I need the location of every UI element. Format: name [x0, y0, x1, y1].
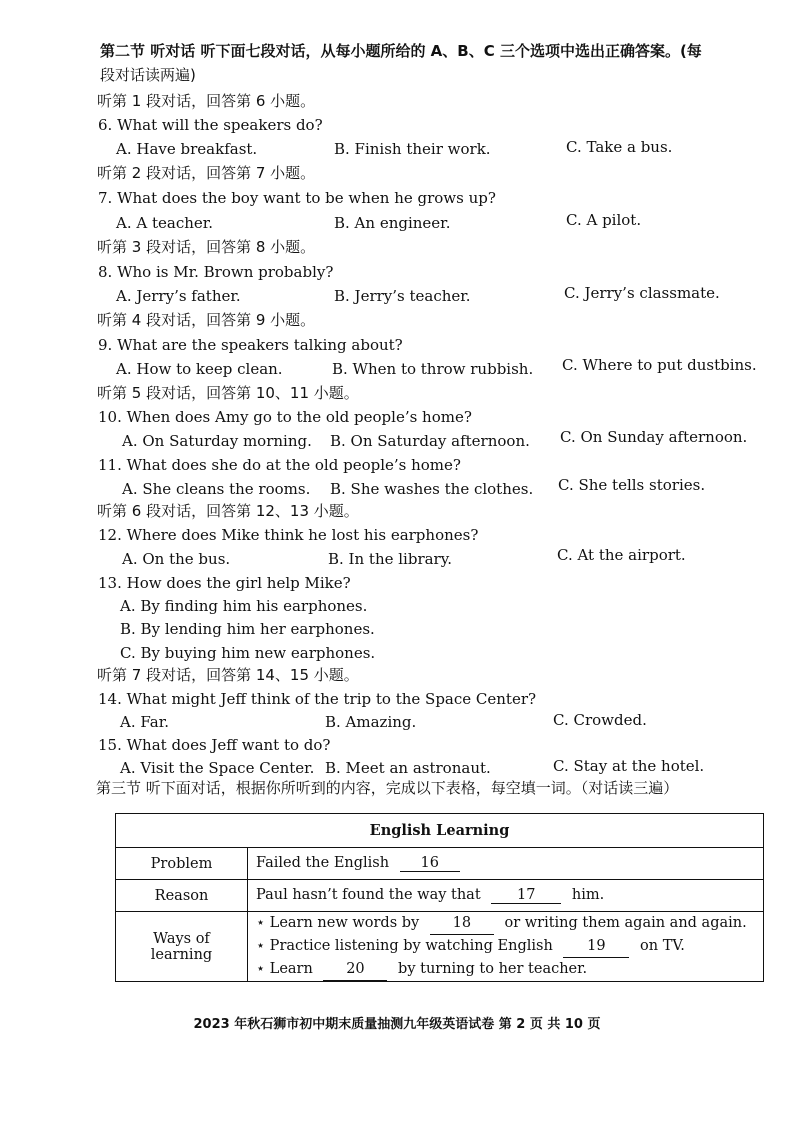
option-c: C. On Sunday afternoon.: [560, 428, 748, 446]
reason-label: Reason: [116, 880, 248, 912]
way-text: ⋆ Learn new words by: [256, 915, 420, 931]
option-b: B. Finish their work.: [334, 140, 491, 158]
blank-17[interactable]: 17: [491, 887, 561, 904]
option-a: A. How to keep clean.: [116, 360, 283, 378]
blank-20[interactable]: 20: [323, 958, 387, 981]
reason-text: Paul hasn’t found the way that: [256, 887, 481, 903]
question-text: 9. What are the speakers talking about?: [98, 336, 403, 354]
option-b: B. She washes the clothes.: [330, 480, 534, 498]
option-c: C. A pilot.: [566, 211, 642, 229]
page-footer: 2023 年秋石狮市初中期末质量抽测九年级英语试卷 第 2 页 共 10 页: [193, 1017, 601, 1032]
section3-heading: 第三节 听下面对话，根据你所听到的内容，完成以下表格，每空填一词。（对话读三遍）: [96, 779, 679, 797]
section2-heading-line2: 段对话读两遍): [100, 66, 196, 84]
blank-16[interactable]: 16: [400, 855, 460, 872]
option-c: C. At the airport.: [557, 546, 686, 564]
question-text: 6. What will the speakers do?: [98, 116, 323, 134]
option-a: A. Jerry’s father.: [116, 287, 241, 305]
way-text: ⋆ Learn: [256, 961, 313, 977]
option-a: A. She cleans the rooms.: [122, 480, 311, 498]
question-text: 12. Where does Mike think he lost his earphones?: [98, 526, 479, 544]
option-b: B. In the library.: [328, 550, 452, 568]
option-c: C. Take a bus.: [566, 138, 673, 156]
option-a: A. By finding him his earphones.: [120, 597, 368, 615]
dialogue-instruction: 听第 4 段对话，回答第 9 小题。: [97, 311, 316, 329]
table-title: English Learning: [116, 814, 764, 848]
option-a: A. Visit the Space Center.: [120, 759, 315, 777]
blank-19[interactable]: 19: [563, 935, 629, 958]
option-a: A. A teacher.: [116, 214, 214, 232]
option-b: B. Meet an astronaut.: [325, 759, 491, 777]
ways-label: Ways of learning: [116, 912, 248, 982]
question-text: 10. When does Amy go to the old people’s home?: [98, 408, 472, 426]
way-text-end: on TV.: [640, 938, 685, 954]
option-c: C. By buying him new earphones.: [120, 644, 376, 662]
way-text-end: or writing them again and again.: [504, 915, 747, 931]
option-c: C. Where to put dustbins.: [562, 356, 757, 374]
way-item: [256, 912, 755, 935]
option-b: B. An engineer.: [334, 214, 451, 232]
blank-18[interactable]: 18: [430, 912, 494, 935]
dialogue-instruction: 听第 3 段对话，回答第 8 小题。: [97, 238, 316, 256]
option-c: C. Jerry’s classmate.: [564, 284, 720, 302]
option-b: B. Jerry’s teacher.: [334, 287, 471, 305]
option-c: C. Crowded.: [553, 711, 647, 729]
option-a: A. Have breakfast.: [116, 140, 258, 158]
reason-cell: [248, 880, 764, 912]
dialogue-instruction: 听第 6 段对话，回答第 12、13 小题。: [97, 502, 359, 520]
problem-text: Failed the English: [256, 855, 390, 871]
question-text: 15. What does Jeff want to do?: [98, 736, 331, 754]
section2-heading-line1: 第二节 听对话 听下面七段对话，从每小题所给的 A、B、C 三个选项中选出正确答案。(每: [100, 42, 702, 60]
problem-cell: [248, 848, 764, 880]
way-text: ⋆ Practice listening by watching English: [256, 938, 553, 954]
question-text: 7. What does the boy want to be when he grows up?: [98, 189, 496, 207]
option-a: A. On Saturday morning.: [122, 432, 312, 450]
dialogue-instruction: 听第 5 段对话，回答第 10、11 小题。: [97, 384, 359, 402]
option-b: B. On Saturday afternoon.: [330, 432, 530, 450]
option-b: B. By lending him her earphones.: [120, 620, 375, 638]
question-text: 11. What does she do at the old people’s home?: [98, 456, 461, 474]
english-learning-table: [115, 813, 764, 982]
reason-text-end: him.: [571, 887, 605, 903]
way-item: [256, 958, 755, 981]
dialogue-instruction: 听第 2 段对话，回答第 7 小题。: [97, 164, 316, 182]
option-c: C. Stay at the hotel.: [553, 757, 705, 775]
dialogue-instruction: 听第 1 段对话，回答第 6 小题。: [97, 92, 316, 110]
option-b: B. When to throw rubbish.: [332, 360, 534, 378]
option-a: A. On the bus.: [122, 550, 231, 568]
way-text-end: by turning to her teacher.: [398, 961, 588, 977]
ways-cell: [248, 912, 764, 982]
question-text: 14. What might Jeff think of the trip to the Space Center?: [98, 690, 537, 708]
option-b: B. Amazing.: [325, 713, 417, 731]
question-text: 13. How does the girl help Mike?: [98, 574, 351, 592]
option-c: C. She tells stories.: [558, 476, 706, 494]
question-text: 8. Who is Mr. Brown probably?: [98, 263, 334, 281]
option-a: A. Far.: [120, 713, 169, 731]
problem-label: Problem: [116, 848, 248, 880]
dialogue-instruction: 听第 7 段对话，回答第 14、15 小题。: [97, 666, 359, 684]
way-item: [256, 935, 755, 958]
